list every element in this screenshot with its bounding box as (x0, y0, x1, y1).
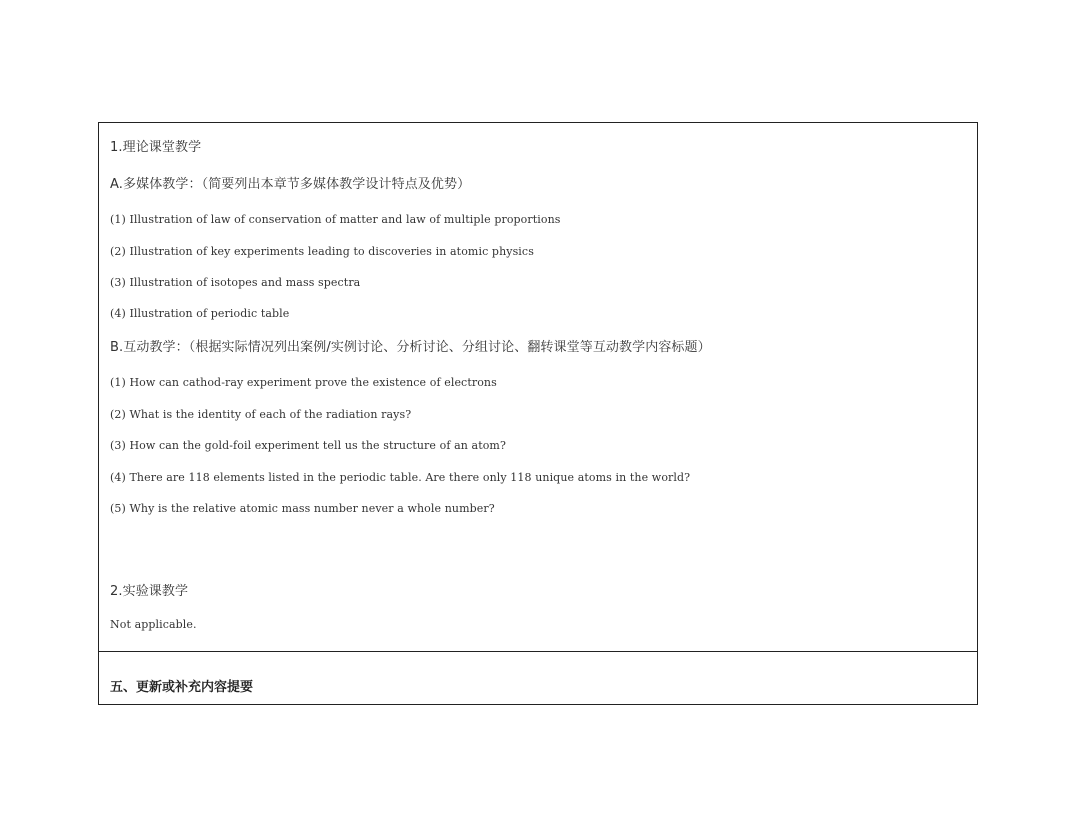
lab-heading: 2.实验课教学 (110, 584, 189, 599)
interactive-item-5: (5) Why is the relative atomic mass number never a whole number? (110, 502, 495, 515)
interactive-item-3: (3) How can the gold-foil experiment tell us the structure of an atom? (110, 439, 506, 452)
multimedia-item-2: (2) Illustration of key experiments leading to discoveries in atomic physics (110, 245, 534, 258)
interactive-item-1: (1) How can cathod-ray experiment prove the existence of electrons (110, 376, 497, 389)
multimedia-heading: A.多媒体教学：（简要列出本章节多媒体教学设计特点及优势） (110, 177, 471, 192)
syllabus-table (98, 122, 978, 705)
multimedia-item-4: (4) Illustration of periodic table (110, 307, 290, 320)
interactive-item-2: (2) What is the identity of each of the radiation rays? (110, 408, 412, 421)
multimedia-item-1: (1) Illustration of law of conservation of matter and law of multiple proportions (110, 213, 561, 226)
section-five-cell (99, 652, 977, 704)
interactive-item-4: (4) There are 118 elements listed in the periodic table. Are there only 118 unique atoms in the world? (110, 471, 691, 484)
multimedia-item-3: (3) Illustration of isotopes and mass spectra (110, 276, 361, 289)
lab-text: Not applicable. (110, 618, 197, 631)
teaching-content-cell (99, 123, 977, 652)
section-five-title: 五、更新或补充内容提要 (110, 680, 254, 695)
theory-heading: 1.理论课堂教学 (110, 140, 202, 155)
interactive-heading: B.互动教学：（根据实际情况列出案例/实例讨论、分析讨论、分组讨论、翻转课堂等互动教学内容标题） (110, 340, 711, 355)
